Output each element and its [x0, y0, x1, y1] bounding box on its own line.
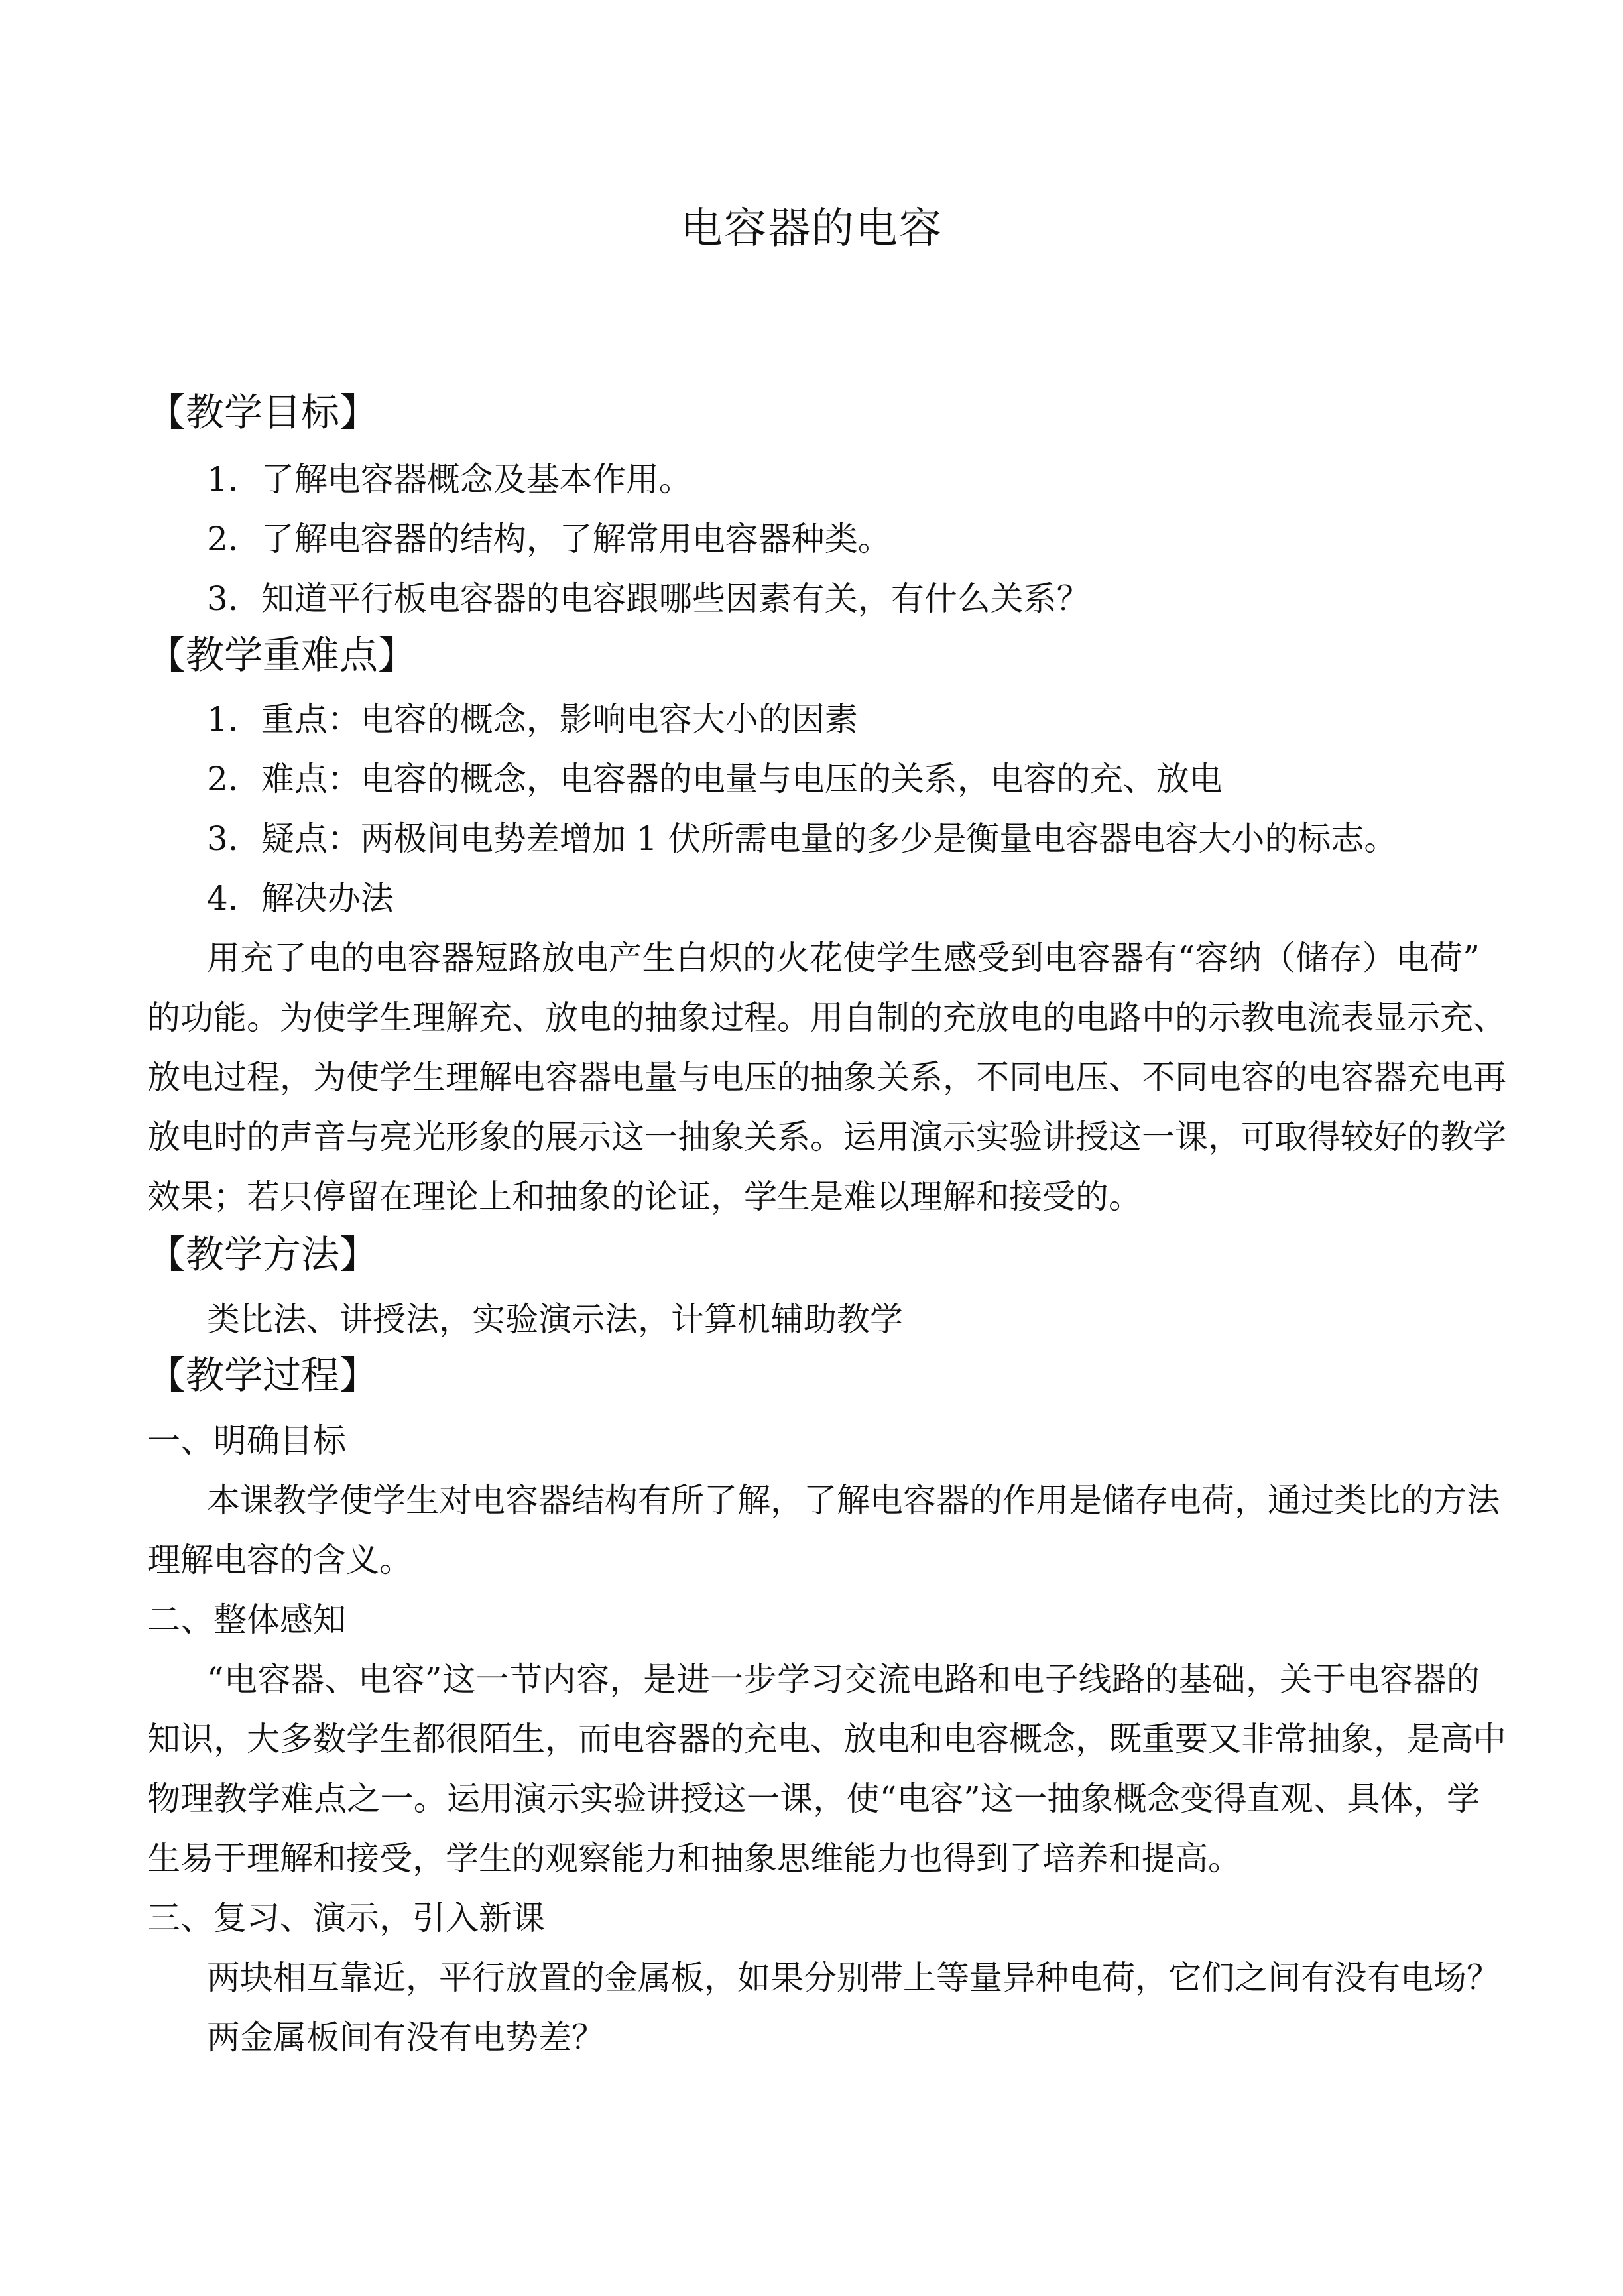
paragraph-line: 本课教学使学生对电容器结构有所了解，了解电容器的作用是储存电荷，通过类比的方法 — [207, 1481, 1500, 1520]
objective-item: 2．了解电容器的结构，了解常用电容器种类。 — [207, 520, 891, 558]
paragraph-line: 两金属板间有没有电势差？ — [207, 2018, 605, 2057]
objective-item: 1．了解电容器概念及基本作用。 — [207, 460, 692, 499]
paragraph-line: 用充了电的电容器短路放电产生白炽的火花使学生感受到电容器有“容纳（储存）电荷” — [207, 939, 1480, 977]
heading-methods: 【教学方法】 — [147, 1232, 379, 1277]
key-point-item: 1．重点：电容的概念，影响电容大小的因素 — [207, 700, 858, 739]
heading-key-points: 【教学重难点】 — [147, 633, 417, 678]
key-point-item: 4．解决办法 — [207, 879, 394, 918]
methods-text: 类比法、讲授法，实验演示法，计算机辅助教学 — [207, 1300, 903, 1339]
paragraph-line: “电容器、电容”这一节内容，是进一步学习交流电路和电子线路的基础，关于电容器的 — [207, 1660, 1480, 1699]
heading-process: 【教学过程】 — [147, 1353, 379, 1398]
process-part-title: 一、明确目标 — [147, 1421, 346, 1460]
key-point-item: 3．疑点：两极间电势差增加 1 伏所需电量的多少是衡量电容器电容大小的标志。 — [207, 819, 1398, 858]
process-part-title: 三、复习、演示，引入新课 — [147, 1899, 545, 1937]
paragraph-line: 物理教学难点之一。运用演示实验讲授这一课，使“电容”这一抽象概念变得直观、具体，学 — [147, 1780, 1480, 1818]
paragraph-line: 理解电容的含义。 — [147, 1541, 412, 1579]
paragraph-line: 的功能。为使学生理解充、放电的抽象过程。用自制的充放电的电路中的示教电流表显示充、 — [147, 998, 1506, 1037]
paragraph-line: 生易于理解和接受，学生的观察能力和抽象思维能力也得到了培养和提高。 — [147, 1839, 1241, 1878]
objective-item: 3．知道平行板电容器的电容跟哪些因素有关，有什么关系？ — [207, 579, 1090, 618]
paragraph-line: 效果；若只停留在理论上和抽象的论证，学生是难以理解和接受的。 — [147, 1178, 1142, 1216]
paragraph-line: 放电过程，为使学生理解电容器电量与电压的抽象关系，不同电压、不同电容的电容器充电再 — [147, 1058, 1506, 1097]
heading-objectives: 【教学目标】 — [147, 390, 379, 435]
paragraph-line: 知识，大多数学生都很陌生，而电容器的充电、放电和电容概念，既重要又非常抽象，是高中 — [147, 1720, 1506, 1758]
page-title: 电容器的电容 — [680, 204, 943, 253]
key-point-item: 2．难点：电容的概念，电容器的电量与电压的关系，电容的充、放电 — [207, 760, 1223, 798]
paragraph-line: 放电时的声音与亮光形象的展示这一抽象关系。运用演示实验讲授这一课，可取得较好的教学 — [147, 1118, 1506, 1156]
paragraph-line: 两块相互靠近，平行放置的金属板，如果分别带上等量异种电荷，它们之间有没有电场？ — [207, 1959, 1500, 1997]
process-part-title: 二、整体感知 — [147, 1601, 346, 1639]
